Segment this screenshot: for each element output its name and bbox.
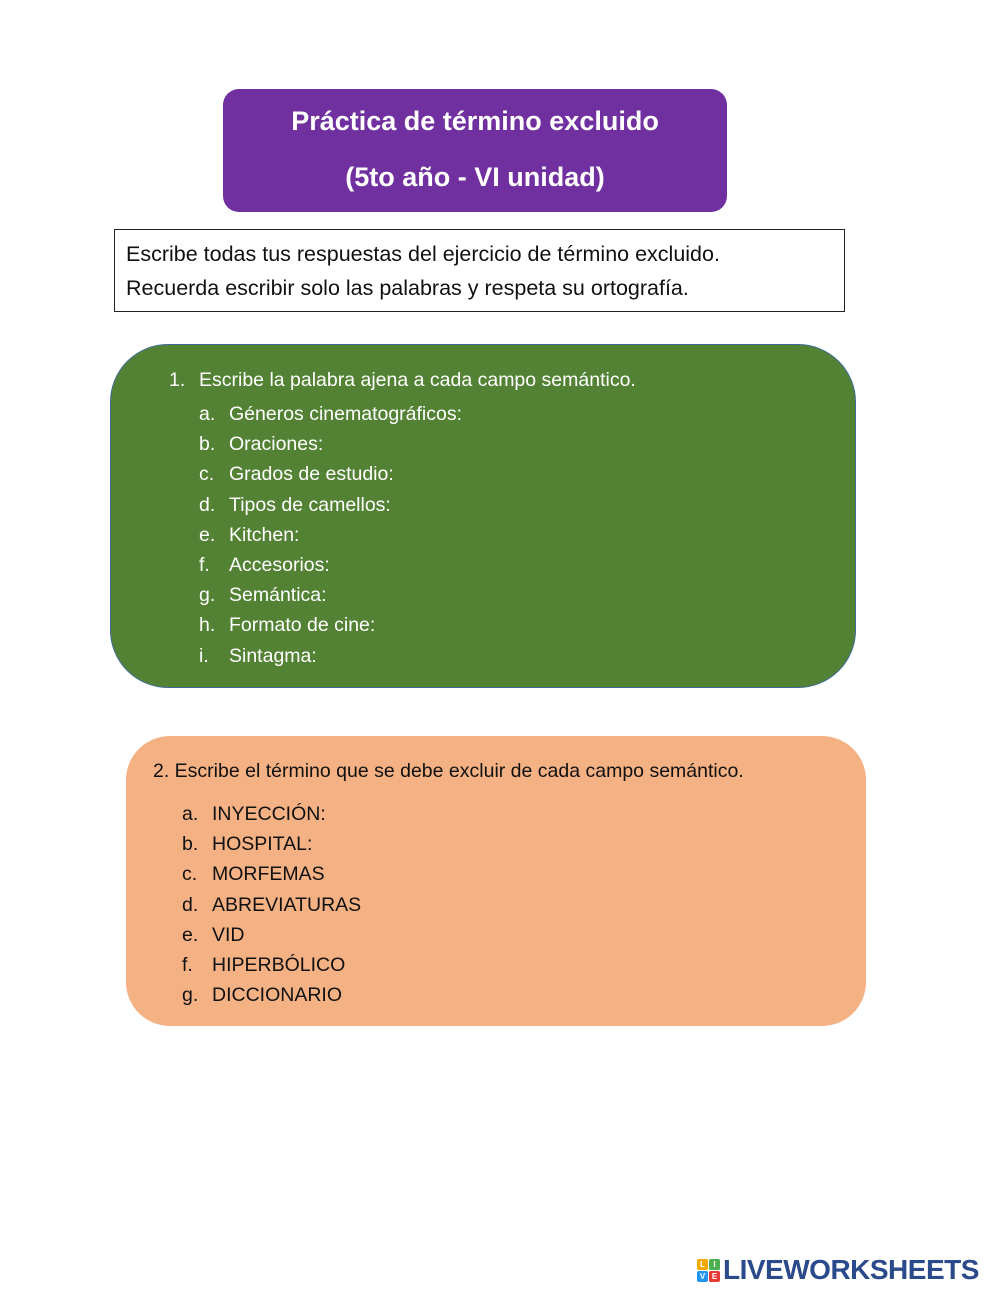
item-letter: f. <box>199 553 210 576</box>
item-letter: e. <box>182 923 199 946</box>
list-item <box>199 580 462 610</box>
item-label: Oraciones: <box>229 433 324 456</box>
page-subtitle: (5to año - VI unidad) <box>345 162 605 192</box>
item-label: ABREVIATURAS <box>212 893 362 916</box>
logo-mark-icon <box>697 1259 720 1282</box>
item-label: VID <box>212 923 245 946</box>
item-label: DICCIONARIO <box>212 984 343 1007</box>
item-letter: a. <box>199 403 216 425</box>
list-item <box>182 799 361 829</box>
logo-mark-e: E <box>709 1271 720 1282</box>
item-label: Grados de estudio: <box>229 463 394 486</box>
item-letter: i. <box>199 644 209 667</box>
title-banner <box>223 89 727 212</box>
list-item <box>182 859 361 889</box>
item-letter: g. <box>199 584 216 607</box>
list-item <box>182 920 361 950</box>
list-item <box>199 429 462 459</box>
logo-mark-i: I <box>709 1259 720 1270</box>
exercise-2-panel <box>126 736 866 1026</box>
exercise-1-list <box>199 399 462 671</box>
list-item <box>199 520 462 550</box>
logo-mark-v: V <box>697 1271 708 1282</box>
instructions-line-1: Escribe todas tus respuestas del ejercicio de término excluido. <box>126 242 720 266</box>
item-label: Kitchen: <box>229 523 300 546</box>
list-item <box>199 459 462 489</box>
item-letter: d. <box>182 893 199 916</box>
exercise-1-text: Escribe la palabra ajena a cada campo semántico. <box>199 369 636 391</box>
liveworksheets-logo <box>697 1255 979 1285</box>
list-item <box>199 490 462 520</box>
item-letter: d. <box>199 493 216 516</box>
list-item <box>182 950 361 980</box>
item-label: INYECCIÓN: <box>212 803 326 825</box>
item-label: Formato de cine: <box>229 614 376 637</box>
item-letter: a. <box>182 803 199 825</box>
list-item <box>199 641 462 671</box>
list-item <box>199 550 462 580</box>
list-item <box>199 399 462 429</box>
item-label: Sintagma: <box>229 644 317 667</box>
item-letter: g. <box>182 984 199 1007</box>
exercise-2-prompt: 2. Escribe el término que se debe excluir de cada campo semántico. <box>153 760 744 782</box>
exercise-1-number: 1. <box>169 369 186 391</box>
logo-mark-l: L <box>697 1259 708 1270</box>
item-label: HIPERBÓLICO <box>212 953 346 976</box>
exercise-1-panel <box>110 344 856 688</box>
item-letter: h. <box>199 614 216 637</box>
item-label: Semántica: <box>229 584 327 607</box>
instructions-line-2: Recuerda escribir solo las palabras y respeta su ortografía. <box>126 276 689 300</box>
instructions-box <box>114 229 845 312</box>
item-letter: f. <box>182 953 193 976</box>
item-label: Accesorios: <box>229 553 330 576</box>
list-item <box>199 610 462 640</box>
page-title: Práctica de término excluido <box>291 106 659 136</box>
item-letter: b. <box>182 833 199 856</box>
item-letter: b. <box>199 433 216 456</box>
item-letter: c. <box>182 863 198 886</box>
item-label: Tipos de camellos: <box>229 493 391 516</box>
logo-text: LIVEWORKSHEETS <box>723 1254 979 1285</box>
list-item <box>182 890 361 920</box>
item-label: HOSPITAL: <box>212 833 313 856</box>
exercise-2-list <box>182 799 361 1010</box>
exercise-1-prompt <box>169 369 636 392</box>
list-item <box>182 829 361 859</box>
list-item <box>182 980 361 1010</box>
item-letter: c. <box>199 463 215 486</box>
item-label: Géneros cinematográficos: <box>229 403 463 425</box>
item-label: MORFEMAS <box>212 863 325 886</box>
item-letter: e. <box>199 523 216 546</box>
